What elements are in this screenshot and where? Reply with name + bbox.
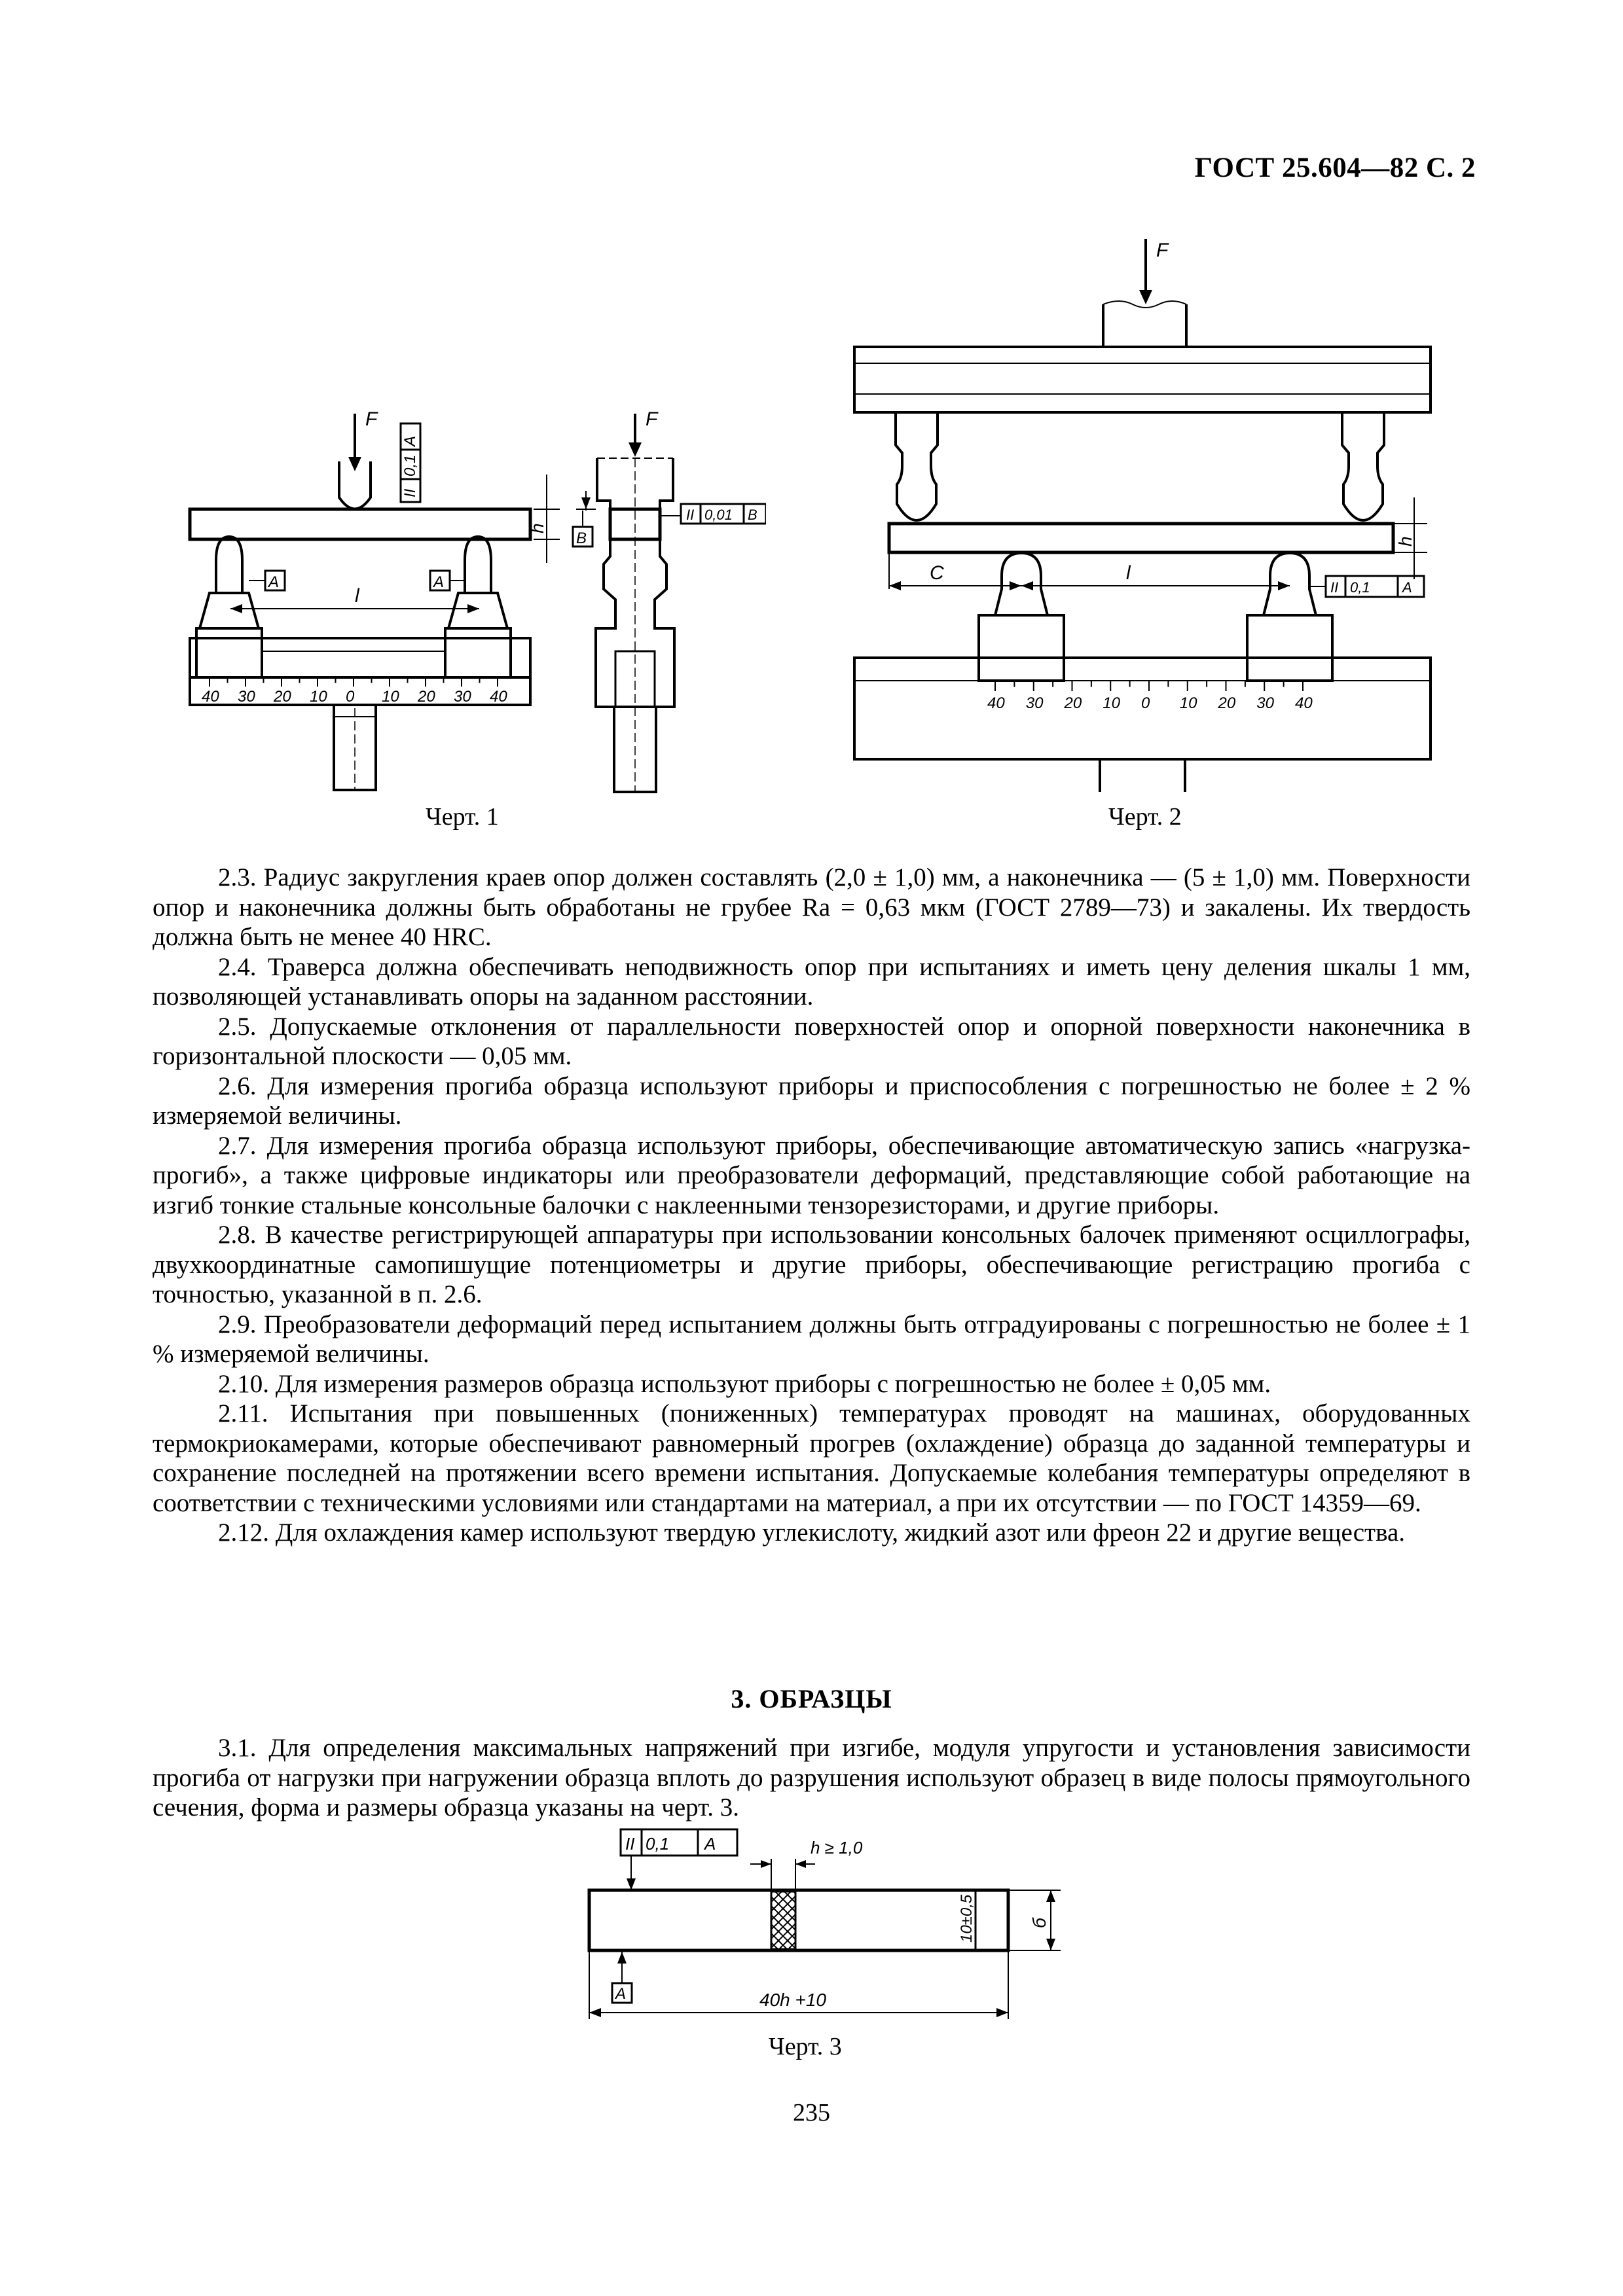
fig2-scale-label: 10 bbox=[1103, 694, 1120, 712]
figure-2-drawing bbox=[845, 223, 1460, 792]
paragraph-2-4: 2.4. Траверса должна обеспечивать неподвижность опор при испытаниях и иметь цену деления шкалы 1 мм, позволяющей устанавливать опоры на заданном расстоянии. bbox=[153, 952, 1470, 1011]
fig1-force-label: F bbox=[365, 408, 378, 430]
fig1-height-label: h bbox=[527, 523, 547, 533]
fig1-scale-label: 30 bbox=[238, 688, 255, 706]
figure-1-drawing bbox=[177, 406, 766, 812]
section-3-title: 3. ОБРАЗЦЫ bbox=[731, 1684, 892, 1713]
fig1-scale-label: 20 bbox=[274, 688, 291, 706]
fig2-scale-label: 20 bbox=[1064, 694, 1082, 712]
fig2-scale-label: 40 bbox=[987, 694, 1005, 712]
fig2-span-label: l bbox=[1126, 562, 1131, 584]
fig2-scale-label: 10 bbox=[1179, 694, 1197, 712]
fig2-tolerance: 0,1 bbox=[1350, 579, 1370, 596]
paragraph-2-9: 2.9. Преобразователи деформаций перед испытанием должны быть отградуированы с погрешностью не более ± 1 % измеряемой величины. bbox=[153, 1310, 1470, 1368]
fig1-side-force-label: F bbox=[646, 408, 658, 430]
paragraph-2-12: 2.12. Для охлаждения камер используют твердую углекислоту, жидкий азот или фреон 22 и другие вещества. bbox=[218, 1518, 1406, 1547]
fig1-datum-a-right: A bbox=[433, 573, 445, 591]
fig2-scale-label: 40 bbox=[1295, 694, 1313, 712]
fig3-datum-box: A bbox=[615, 1985, 627, 2003]
fig3-parallel: II bbox=[625, 1834, 635, 1854]
fig2-scale-label: 30 bbox=[1256, 694, 1274, 712]
fig1-datum-b: B bbox=[576, 529, 587, 547]
fig1-side-parallel: II bbox=[686, 507, 695, 523]
page-number: 235 bbox=[793, 2099, 830, 2126]
fig1-scale-label: 20 bbox=[418, 688, 435, 706]
body-text bbox=[153, 863, 1470, 1548]
figure-1-caption: Черт. 1 bbox=[426, 803, 499, 831]
paragraph-3-1: 3.1. Для определения максимальных напряжений при изгибе, модуля упругости и установления зависимости прогиба от нагрузки при нагружении образца вплоть до разрушения используют образец в виде полосы прямоугольного сечения, форма и размеры образца указаны на черт. 3. bbox=[153, 1734, 1470, 1821]
figure-3-drawing bbox=[563, 1826, 1074, 2022]
fig2-parallel: II bbox=[1330, 579, 1339, 596]
fig2-height-label: h bbox=[1395, 536, 1415, 547]
paragraph-2-3: 2.3. Радиус закругления краев опор должен составлять (2,0 ± 1,0) мм, а наконечника — (5 ± 1,0) мм. Поверхности опор и наконечника должны быть обработаны не грубее Ra = 0,63 мкм (ГОСТ 2789—73) и закалены. Их твердость должна быть не менее 40 HRC. bbox=[153, 863, 1470, 951]
fig1-datum-a-left: A bbox=[268, 573, 280, 591]
paragraph-2-8: 2.8. В качестве регистрирующей аппаратуры при использовании консольных балочек применяют осциллографы, двухкоординатные самопишущие потенциометры и другие приборы, обеспечивающие регистрацию прогиба с точностью, указанной в п. 2.6. bbox=[153, 1221, 1470, 1308]
fig3-datum: A bbox=[704, 1834, 716, 1854]
fig1-tolerance-datum: A bbox=[401, 435, 419, 446]
fig3-b-label: б bbox=[1029, 1918, 1049, 1928]
fig2-datum: A bbox=[1402, 579, 1412, 596]
fig1-scale-label: 30 bbox=[454, 688, 471, 706]
figure-3-caption: Черт. 3 bbox=[769, 2033, 842, 2060]
section-3-text bbox=[153, 1733, 1470, 1823]
document-header: ГОСТ 25.604—82 С. 2 bbox=[1194, 152, 1476, 183]
fig3-length-label: 40h +10 bbox=[759, 1990, 826, 2010]
fig1-parallel-symbol: II bbox=[401, 488, 419, 497]
fig2-c-label: C bbox=[930, 562, 944, 584]
fig1-scale-label: 10 bbox=[310, 688, 327, 706]
fig1-scale-label: 40 bbox=[490, 688, 507, 706]
paragraph-2-7: 2.7. Для измерения прогиба образца используют приборы, обеспечивающие автоматическую запись «нагрузка-прогиб», а также цифровые индикаторы или преобразователи деформаций, представляющие собой работающие на изгиб тонкие стальные консольные балочки с наклеенными тензорезисторами, и другие приборы. bbox=[153, 1131, 1470, 1219]
fig3-width-tol-label: 10±0,5 bbox=[958, 1894, 976, 1943]
paragraph-2-11: 2.11. Испытания при повышенных (пониженных) температурах проводят на машинах, оборудованных термокриокамерами, которые обеспечивают равномерный прогрев (охлаждение) образца до заданной температуры и сохранение последней на протяжении всего времени испытания. Допускаемые колебания температуры определяют в соответствии с техническими условиями или стандартами на материал, а при их отсутствии — по ГОСТ 14359—69. bbox=[153, 1399, 1470, 1517]
paragraph-2-5: 2.5. Допускаемые отклонения от параллельности поверхностей опор и опорной поверхности наконечника в горизонтальной плоскости — 0,05 мм. bbox=[153, 1012, 1470, 1070]
fig1-scale-label: 10 bbox=[382, 688, 399, 706]
fig2-force-label: F bbox=[1156, 240, 1169, 261]
fig1-side-datum: B bbox=[748, 507, 757, 523]
fig2-scale-label: 0 bbox=[1141, 694, 1150, 712]
paragraph-2-10: 2.10. Для измерения размеров образца используют приборы с погрешностью не более ± 0,05 мм. bbox=[218, 1369, 1271, 1398]
fig3-thickness-label: h ≥ 1,0 bbox=[811, 1838, 863, 1857]
paragraph-2-6: 2.6. Для измерения прогиба образца используют приборы и приспособления с погрешностью не более ± 2 % измеряемой величины. bbox=[153, 1071, 1470, 1130]
fig1-scale-label: 0 bbox=[346, 688, 355, 706]
figure-2-caption: Черт. 2 bbox=[1108, 803, 1182, 831]
fig1-scale-label: 40 bbox=[202, 688, 219, 706]
fig1-span-label: l bbox=[355, 585, 359, 607]
fig2-scale-label: 20 bbox=[1218, 694, 1236, 712]
fig1-side-tolerance: 0,01 bbox=[704, 507, 733, 523]
fig1-tolerance-value: 0,1 bbox=[401, 454, 419, 476]
fig3-tolerance: 0,1 bbox=[646, 1834, 670, 1854]
fig2-scale-label: 30 bbox=[1025, 694, 1044, 712]
